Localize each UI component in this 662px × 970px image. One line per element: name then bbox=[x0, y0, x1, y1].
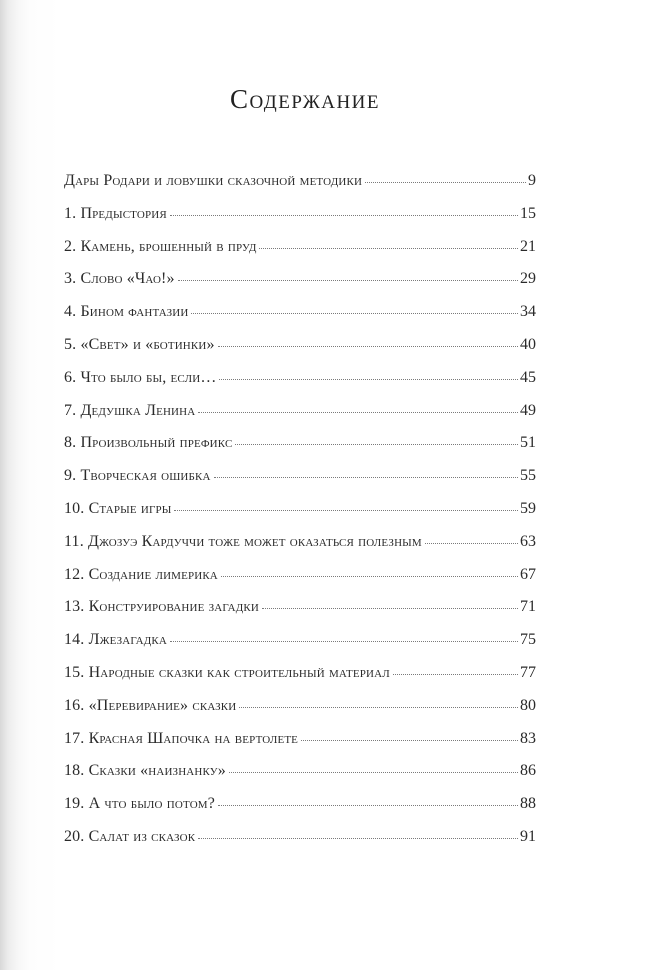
toc-entry-title: 12. Создание лимерика bbox=[64, 565, 218, 583]
toc-entry-page: 55 bbox=[520, 467, 536, 485]
toc-entry[interactable] bbox=[64, 631, 536, 664]
toc-entry-title: 3. Слово «Чао!» bbox=[64, 270, 175, 288]
toc-entry-title: 14. Лжезагадка bbox=[64, 631, 168, 649]
toc-entry-title: 7. Дедушка Ленина bbox=[64, 401, 196, 419]
toc-entry[interactable] bbox=[64, 172, 536, 205]
dot-leader bbox=[170, 640, 518, 642]
dot-leader bbox=[301, 739, 518, 741]
toc-entry[interactable] bbox=[64, 697, 536, 730]
toc-entry-title: 8. Произвольный префикс bbox=[64, 434, 233, 452]
dot-leader bbox=[170, 214, 518, 216]
toc-entry-page: 63 bbox=[520, 532, 536, 550]
dot-leader bbox=[425, 542, 518, 544]
table-of-contents bbox=[64, 172, 536, 861]
dot-leader bbox=[198, 411, 518, 413]
dot-leader bbox=[178, 279, 518, 281]
toc-entry-page: 75 bbox=[520, 631, 536, 649]
toc-entry[interactable] bbox=[64, 205, 536, 238]
toc-entry[interactable] bbox=[64, 303, 536, 336]
toc-entry-title: 5. «Свет» и «ботинки» bbox=[64, 335, 215, 353]
toc-entry[interactable] bbox=[64, 270, 536, 303]
toc-entry[interactable] bbox=[64, 762, 536, 795]
toc-entry-page: 45 bbox=[520, 368, 536, 386]
dot-leader bbox=[218, 345, 518, 347]
toc-entry-title: 6. Что было бы, если… bbox=[64, 368, 217, 386]
toc-entry-title: 20. Салат из сказок bbox=[64, 827, 196, 845]
toc-entry-title: 19. А что было потом? bbox=[64, 795, 215, 813]
toc-entry-title: 16. «Перевирание» сказки bbox=[64, 696, 237, 714]
toc-entry-page: 86 bbox=[520, 762, 536, 780]
toc-entry-page: 49 bbox=[520, 401, 536, 419]
dot-leader bbox=[262, 607, 518, 609]
toc-entry-page: 59 bbox=[520, 499, 536, 517]
dot-leader bbox=[235, 443, 518, 445]
toc-entry-title: 13. Конструирование загадки bbox=[64, 598, 259, 616]
dot-leader bbox=[191, 312, 518, 314]
toc-entry[interactable] bbox=[64, 730, 536, 763]
toc-entry[interactable] bbox=[64, 664, 536, 697]
toc-entry-page: 71 bbox=[520, 598, 536, 616]
toc-entry[interactable] bbox=[64, 533, 536, 566]
toc-entry-title: 18. Сказки «наизнанку» bbox=[64, 762, 226, 780]
toc-entry[interactable] bbox=[64, 566, 536, 599]
toc-entry-page: 21 bbox=[520, 237, 536, 255]
dot-leader bbox=[229, 771, 518, 773]
dot-leader bbox=[239, 706, 518, 708]
toc-entry-title: 2. Камень, брошенный в пруд bbox=[64, 237, 257, 255]
toc-entry[interactable] bbox=[64, 598, 536, 631]
toc-entry-title: 17. Красная Шапочка на вертолете bbox=[64, 729, 299, 747]
toc-entry-page: 80 bbox=[520, 696, 536, 714]
page-title: Содержание bbox=[229, 84, 381, 114]
toc-entry[interactable] bbox=[64, 238, 536, 271]
toc-entry[interactable] bbox=[64, 795, 536, 828]
toc-entry[interactable] bbox=[64, 402, 536, 435]
toc-entry[interactable] bbox=[64, 828, 536, 861]
toc-entry-title: 1. Предыстория bbox=[64, 204, 167, 222]
toc-entry[interactable] bbox=[64, 500, 536, 533]
dot-leader bbox=[218, 804, 518, 806]
dot-leader bbox=[174, 509, 518, 511]
toc-entry-page: 15 bbox=[520, 204, 536, 222]
toc-entry-page: 40 bbox=[520, 335, 536, 353]
toc-entry-title: 10. Старые игры bbox=[64, 499, 172, 517]
toc-entry-title: 9. Творческая ошибка bbox=[64, 467, 211, 485]
toc-entry-page: 9 bbox=[528, 172, 536, 189]
toc-entry-page: 83 bbox=[520, 729, 536, 747]
toc-entry[interactable] bbox=[64, 369, 536, 402]
toc-entry-title: 4. Бином фантазии bbox=[64, 303, 189, 321]
dot-leader bbox=[214, 476, 518, 478]
toc-entry-title: 11. Джозуэ Кардуччи тоже может оказаться полезным bbox=[64, 532, 422, 550]
toc-entry-page: 91 bbox=[520, 827, 536, 845]
toc-entry-page: 29 bbox=[520, 270, 536, 288]
toc-entry-page: 67 bbox=[520, 565, 536, 583]
dot-leader bbox=[393, 673, 518, 675]
dot-leader bbox=[259, 247, 518, 249]
dot-leader bbox=[219, 378, 518, 380]
toc-entry-page: 34 bbox=[520, 303, 536, 321]
toc-entry-page: 88 bbox=[520, 795, 536, 813]
toc-entry[interactable] bbox=[64, 467, 536, 500]
toc-entry-title: Дары Родари и ловушки сказочной методики bbox=[64, 172, 363, 189]
toc-entry-page: 51 bbox=[520, 434, 536, 452]
toc-entry[interactable] bbox=[64, 336, 536, 369]
toc-entry[interactable] bbox=[64, 434, 536, 467]
dot-leader bbox=[221, 575, 518, 577]
dot-leader bbox=[198, 837, 518, 839]
dot-leader bbox=[365, 181, 526, 183]
toc-entry-page: 77 bbox=[520, 663, 536, 681]
toc-entry-title: 15. Народные сказки как строительный материал bbox=[64, 663, 390, 681]
